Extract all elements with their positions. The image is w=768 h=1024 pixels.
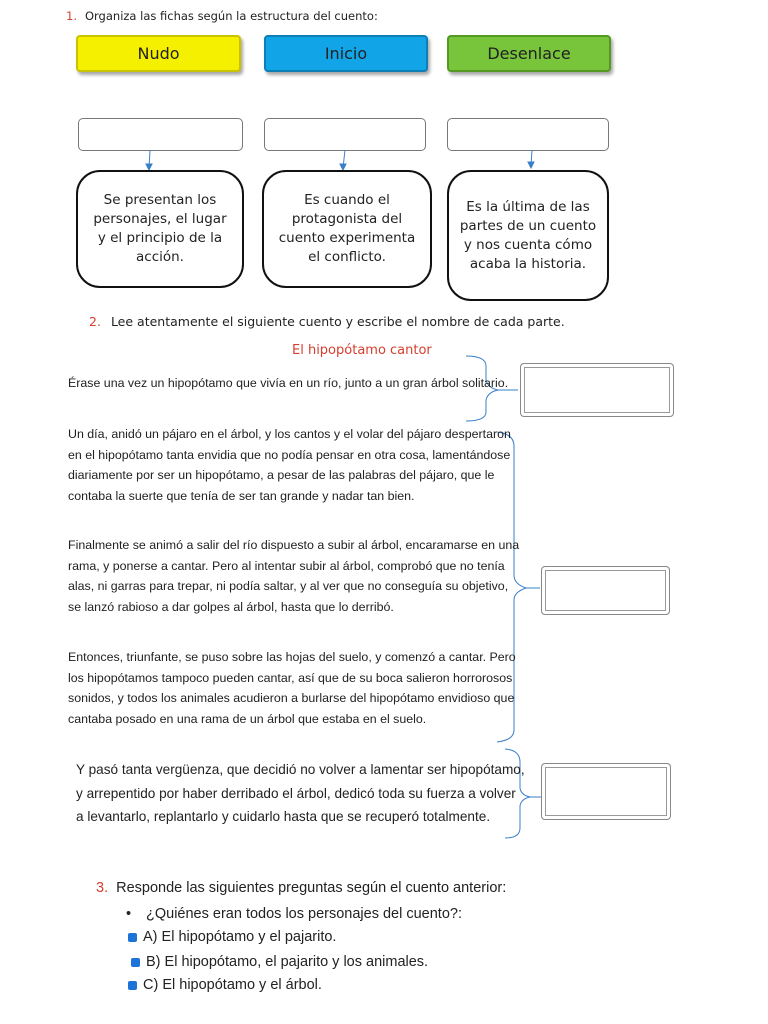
story-paragraph-5: Y pasó tanta vergüenza, que decidió no volver a lamentar ser hipopótamo, y arrepentido por haber derribado el árbol, dedicó toda su fuerza a volver a levantarlo, replantarlo y cuidarlo hasta que se recuperó totalmente. xyxy=(76,762,525,824)
option-c[interactable] xyxy=(128,977,322,993)
description-card-nudo xyxy=(262,170,432,288)
card-2-text: Es cuando el protagonista del cuento experimenta el conflicto. xyxy=(278,192,416,265)
arrow-down-icon xyxy=(528,162,534,168)
arrow-line-2 xyxy=(343,150,345,168)
story-paragraph-2: Un día, anidó un pájaro en el árbol, y los cantos y el volar del pájaro despertaron en el hipopótamo tanta envidia que no podía pensar en otra cosa, lamentándose diariamente por ser un hipopótamo, a pesar de las palabras del pájaro, que le contaba la suerte que tenía de ser tan grande y nadar tan bien. xyxy=(68,427,511,503)
drop-slot-2[interactable] xyxy=(264,118,426,151)
bullet-icon: • xyxy=(126,906,132,922)
card-1-text: Se presentan los personajes, el lugar y el principio de la acción. xyxy=(93,192,227,265)
answer-box-nudo[interactable] xyxy=(541,566,670,615)
question-3-heading xyxy=(96,880,506,896)
question-2-heading xyxy=(89,314,565,329)
question-1-heading xyxy=(66,9,378,23)
tile-nudo[interactable]: Nudo xyxy=(76,35,241,72)
question-1-number: 1. xyxy=(66,9,77,23)
drop-slot-1[interactable] xyxy=(78,118,243,151)
answer-box-desenlace[interactable] xyxy=(541,763,671,820)
question-2-text: Lee atentamente el siguiente cuento y escribe el nombre de cada parte. xyxy=(110,314,565,329)
question-3-number: 3. xyxy=(96,880,109,896)
tile-desenlace[interactable]: Desenlace xyxy=(447,35,611,72)
card-3-text: Es la última de las partes de un cuento y nos cuenta cómo acaba la historia. xyxy=(459,198,597,272)
option-a[interactable] xyxy=(128,929,336,945)
option-b[interactable] xyxy=(131,954,428,970)
radio-icon[interactable] xyxy=(128,981,137,990)
option-b-label: B) El hipopótamo, el pajarito y los animales. xyxy=(146,954,429,970)
question-label: ¿Quiénes eran todos los personajes del cuento?: xyxy=(146,906,462,922)
arrow-line-1 xyxy=(149,150,150,168)
question-text xyxy=(126,906,462,922)
story-paragraph-1: Érase una vez un hipopótamo que vivía en un río, junto a un gran árbol solitario. xyxy=(68,376,509,390)
arrow-line-3 xyxy=(531,150,532,166)
question-3-text: Responde las siguientes preguntas según el cuento anterior: xyxy=(116,880,507,896)
radio-icon[interactable] xyxy=(128,933,137,942)
story-title: El hipopótamo cantor xyxy=(292,343,432,358)
description-card-inicio xyxy=(76,170,244,288)
tile-inicio[interactable]: Inicio xyxy=(264,35,428,72)
option-c-label: C) El hipopótamo y el árbol. xyxy=(143,977,322,993)
story-paragraph-4: Entonces, triunfante, se puso sobre las hojas del suelo, y comenzó a cantar. Pero los hipopótamos tampoco pueden cantar, así que de su boca salieron horrorosos sonidos, y todos los animales acudieron a burlarse del hipopótamo envidioso que cantaba posado en una rama de un árbol que estaba en el suelo. xyxy=(68,650,516,726)
description-card-desenlace xyxy=(447,170,609,301)
question-1-text: Organiza las fichas según la estructura del cuento: xyxy=(84,9,378,23)
question-2-number: 2. xyxy=(89,314,101,329)
drop-slot-3[interactable] xyxy=(447,118,609,151)
story-paragraph-3: Finalmente se animó a salir del río dispuesto a subir al árbol, encaramarse en una rama, y ponerse a cantar. Pero al intentar subir al árbol, comprobó que no tenía alas, ni garras para trepar, ni podía saltar, y al ver que no conseguía su objetivo, se lanzó rabioso a dar golpes al árbol, hasta que lo derribó. xyxy=(68,538,520,614)
answer-box-inicio[interactable] xyxy=(520,363,674,417)
option-a-label: A) El hipopótamo y el pajarito. xyxy=(143,929,337,945)
radio-icon[interactable] xyxy=(131,958,140,967)
